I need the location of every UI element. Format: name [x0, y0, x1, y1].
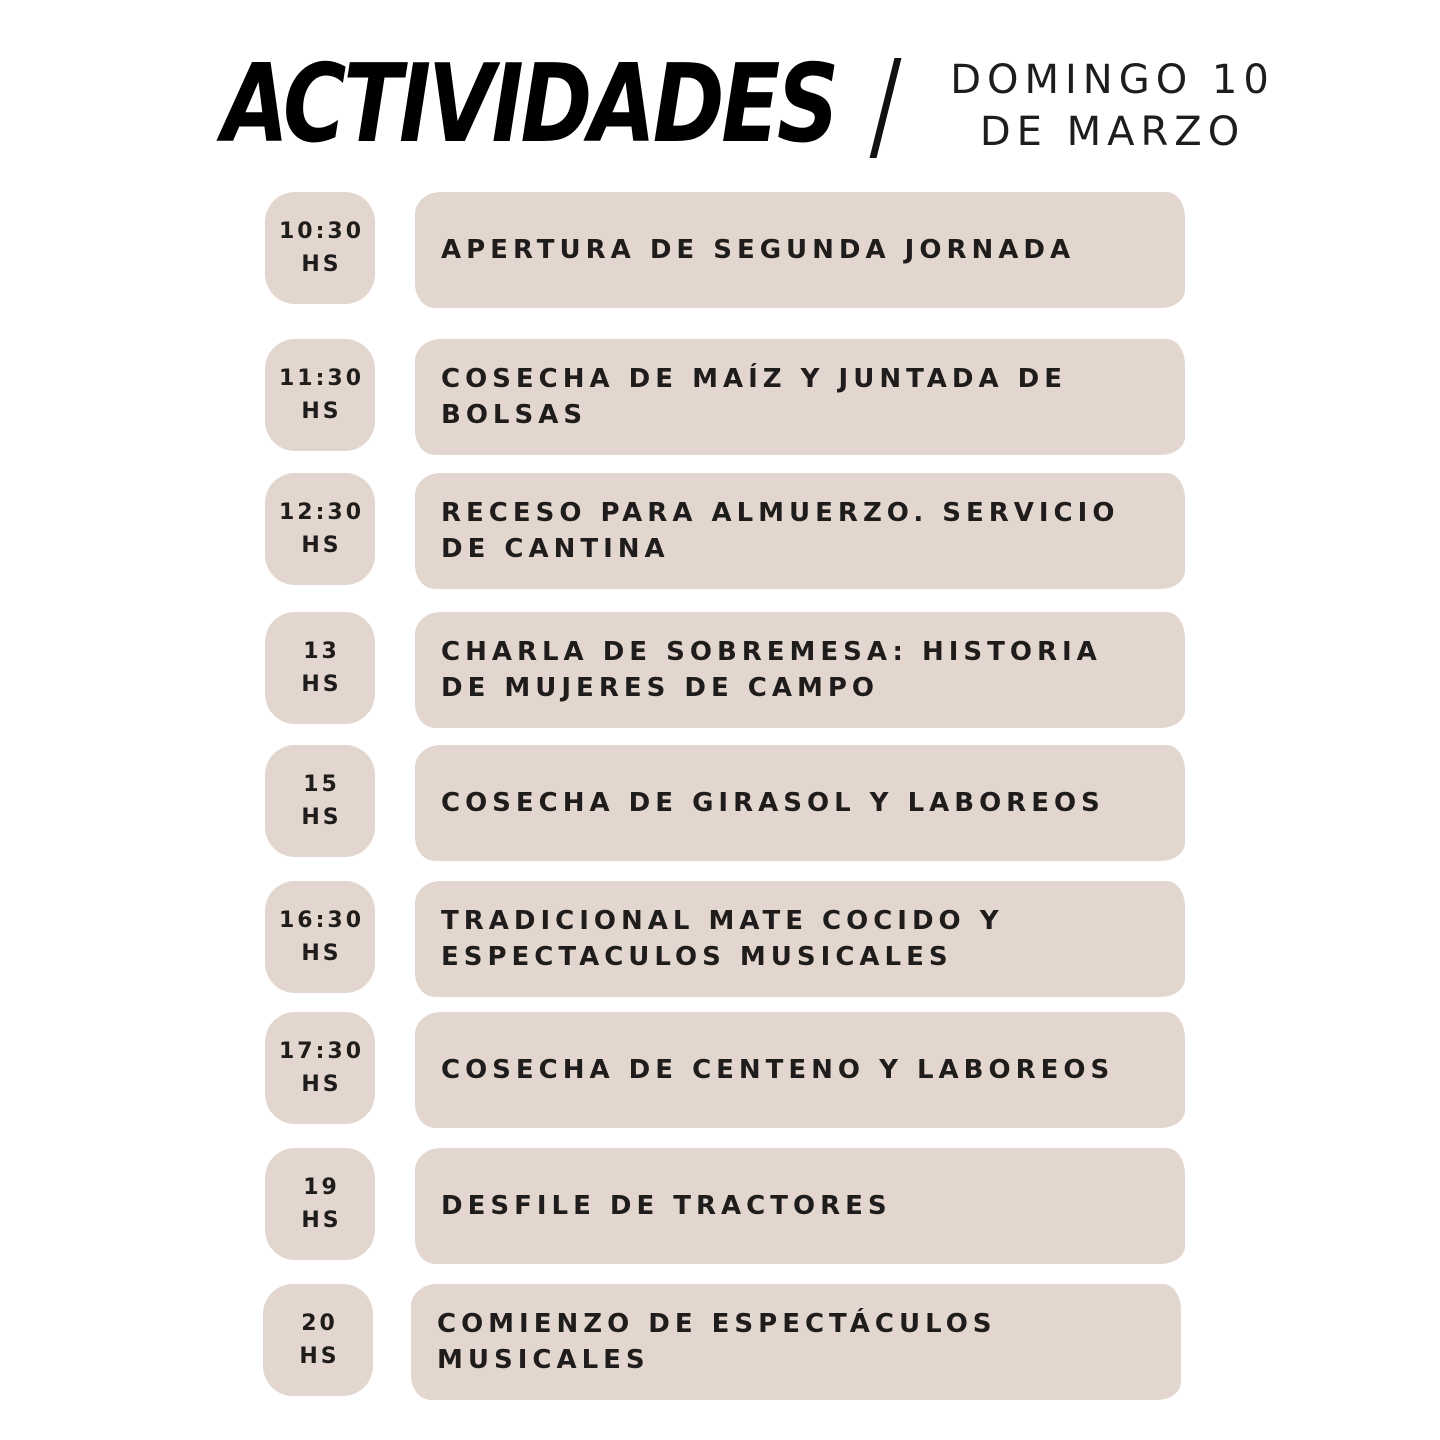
schedule-item — [0, 1284, 1440, 1404]
activity-card — [415, 1148, 1185, 1264]
time-badge — [265, 745, 375, 857]
time-value: 11:30 — [278, 366, 365, 391]
time-value: 17:30 — [278, 1039, 365, 1064]
activity-card — [415, 612, 1185, 728]
time-badge — [265, 192, 375, 304]
activity-card — [415, 192, 1185, 308]
activity-card — [415, 339, 1185, 455]
activity-card — [415, 473, 1185, 589]
activity-label: DESFILE DE TRACTORES — [441, 1191, 892, 1221]
activity-card — [415, 745, 1185, 861]
time-badge — [263, 1284, 373, 1396]
activity-label: COSECHA DE CENTENO Y LABOREOS — [441, 1055, 1115, 1085]
activity-card — [415, 1012, 1185, 1128]
time-unit: HS — [301, 805, 342, 830]
time-unit: HS — [301, 1208, 342, 1233]
activity-card — [415, 881, 1185, 997]
time-unit: HS — [301, 533, 342, 558]
activity-label: COSECHA DE MAÍZ Y JUNTADA DE BOLSAS — [441, 364, 1068, 430]
time-value: 20 — [301, 1311, 338, 1336]
schedule-item — [0, 192, 1440, 312]
time-unit: HS — [301, 252, 342, 277]
schedule-item — [0, 612, 1440, 732]
activity-label: TRADICIONAL MATE COCIDO Y ESPECTACULOS MUSICALES — [441, 906, 1004, 972]
time-value: 12:30 — [278, 500, 365, 525]
activity-card — [411, 1284, 1181, 1400]
time-value: 13 — [303, 639, 340, 664]
time-unit: HS — [301, 399, 342, 424]
schedule-item — [0, 339, 1440, 459]
time-unit: HS — [299, 1344, 340, 1369]
time-badge — [265, 473, 375, 585]
activity-label: COSECHA DE GIRASOL Y LABOREOS — [441, 788, 1105, 818]
activity-label: COMIENZO DE ESPECTÁCULOS MUSICALES — [437, 1309, 997, 1375]
time-badge — [265, 881, 375, 993]
time-value: 16:30 — [278, 908, 365, 933]
schedule-item — [0, 745, 1440, 865]
page-title: ACTIVIDADES — [222, 42, 837, 167]
activity-label: RECESO PARA ALMUERZO. SERVICIO DE CANTINA — [441, 498, 1120, 564]
event-date-line-2: DE MARZO — [979, 109, 1246, 155]
time-unit: HS — [301, 941, 342, 966]
time-value: 19 — [303, 1175, 340, 1200]
event-date-line-1: DOMINGO 10 — [950, 57, 1275, 103]
time-unit: HS — [301, 1072, 342, 1097]
schedule-item — [0, 1012, 1440, 1132]
schedule-item — [0, 881, 1440, 1001]
time-value: 15 — [303, 772, 340, 797]
time-badge — [265, 612, 375, 724]
time-value: 10:30 — [278, 219, 365, 244]
time-badge — [265, 1148, 375, 1260]
time-badge — [265, 339, 375, 451]
schedule-item — [0, 473, 1440, 593]
time-badge — [265, 1012, 375, 1124]
activity-label: CHARLA DE SOBREMESA: HISTORIA DE MUJERES DE CAMPO — [441, 637, 1102, 703]
schedule-item — [0, 1148, 1440, 1268]
time-unit: HS — [301, 672, 342, 697]
activity-label: APERTURA DE SEGUNDA JORNADA — [441, 235, 1076, 265]
